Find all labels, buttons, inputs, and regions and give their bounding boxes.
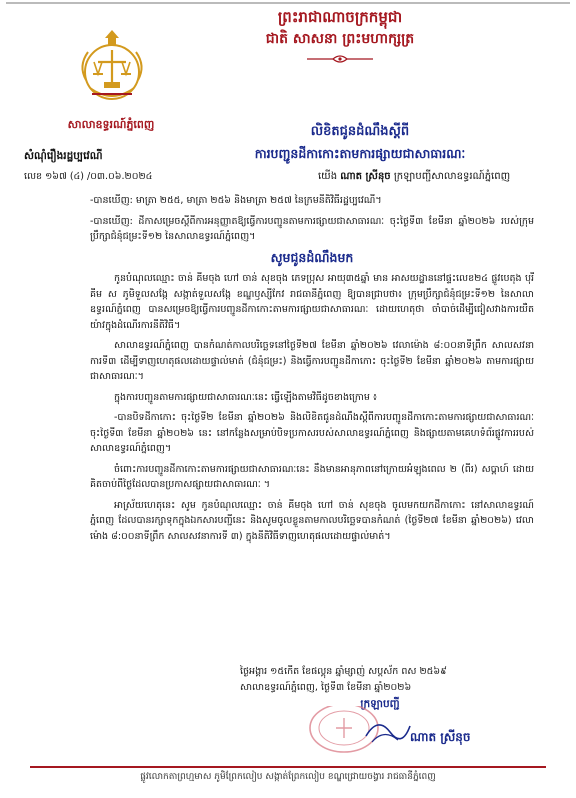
body-paragraph-5: ចំពោះការបញ្ជូនដីកាកោះតាមការផ្សាយជាសាធារណៈនេះ នឹងមានអានុភាពនៅក្រោយអំឡុងពេល ២ (ពីរ) សប្តាហ៍ ដោយគិតចាប់ពីថ្ងៃដែលបានប្រកាសផ្សាយជាសាធារណៈ ។	[90, 463, 534, 490]
document-title: លិខិតជូនដំណឹងស្តីពី	[310, 124, 410, 139]
issuer-name: ណាត ស្រីនុច	[340, 171, 391, 182]
signature-block	[240, 664, 540, 712]
page-border	[6, 2, 570, 4]
body-paragraph-4: -បានបិទដីកាកោះ ចុះថ្ងៃទី២ ខែមីនា ឆ្នាំ២០២៦ និងលិខិតជូនដំណឹងស្តីពីការបញ្ជូនដីកាកោះតាមការផ្សាយជាសាធារណៈ ចុះថ្ងៃទី៣ ខែមីនា ឆ្នាំ២០២៦ នេះ នៅកន្លែងសម្រាប់បិទប្រកាសរបស់សាលាឧទ្ធរណ៍ភ្នំពេញ និងផ្សាយតាមគេហទំព័រផ្លូវការរបស់សាលាឧទ្ធរណ៍ភ្នំពេញ។	[90, 412, 534, 454]
document-subject: ការបញ្ជូនដីកាកោះតាមការផ្សាយជាសាធារណៈ	[254, 146, 466, 161]
document-number: លេខ ១៦៧ (៤) /០៣.០៦.២០២៤	[24, 171, 153, 182]
footer-address: ផ្លូវលោកតាព្រហ្មមាស ភូមិព្រែកលៀប សង្កាត់ព្រែកលៀប ខណ្ឌជ្រោយចង្វារ រាជធានីភ្នំពេញ	[140, 772, 436, 782]
body-paragraph-6: អាស្រ័យហេតុនេះ សូម កូនបំណុលឈ្មោះ ចាន់ គីមចុង ហៅ ចាន់ សុខចុង ចូលមកយកដីកាកោះ នៅសាលាឧទ្ធរណ៍ភ្នំពេញ ដែលបានរក្សាទុកក្នុងឯកសារបញ្ជីនេះ និងសូមចូលខ្លួនតាមកាលបរិច្ឆេទបានកំណត់ (ថ្ងៃទី២៧ ខែមីនា ឆ្នាំ២០២៦) វេលាម៉ោង ៨:០០នាទីព្រឹក សាលសវនាការទី ៣) ក្នុងនីតិវិធីទាញហេតុផលដោយផ្ទាល់មាត់។	[90, 499, 534, 542]
official-seal-icon	[306, 706, 414, 756]
court-emblem-icon	[72, 28, 152, 108]
body-paragraph-3: ក្នុងការបញ្ជូនតាមការផ្សាយជាសាធារណៈនេះ ធ្វើឡើងតាមវិធីដូចខាងក្រោម ៖	[114, 391, 378, 403]
document-body	[90, 193, 534, 549]
announcement-heading: សូមជូនដំណឹងមក	[270, 249, 354, 265]
body-paragraph-1: កូនបំណុលឈ្មោះ ចាន់ គីមចុង ហៅ ចាន់ សុខចុង ភេទប្រុស អាយុ៣៥ឆ្នាំ មាន អាសយដ្ឋាននៅផ្ទះលេខ២៤ ផ្លូវបេតុង បុរី គីម ស ភូមិទួលសង្កែ សង្កាត់ទួលសង្កែ ខណ្ឌឫស្សីកែវ រាជធានីភ្នំពេញ ឱ្យបានជ្រាបថា៖ ក្រុមប្រឹក្សាជំនុំជម្រះទី១២ នៃសាលាឧទ្ធរណ៍ភ្នំពេញ បានសម្រេចឱ្យធ្វើការបញ្ជូនដីកាកោះតាមការផ្សាយជាសាធារណៈ ដោយហេតុថា ចាំបាច់ដើម្បីជៀសវាងការយឺតយ៉ាវក្នុងដំណើរការនីតិវិធី។	[90, 273, 534, 331]
court-name: សាលាឧទ្ធរណ៍ភ្នំពេញ	[67, 118, 155, 131]
kingdom-name: ព្រះរាជាណាចក្រកម្ពុជា	[277, 8, 403, 26]
ornament-divider-icon	[305, 54, 375, 64]
lunar-date: ថ្ងៃអង្គារ ១៥កើត ខែផល្គុន ឆ្នាំម្សាញ់ សប្តស័ក ពស ២៥៦៩	[240, 666, 447, 677]
place-date: សាលាឧទ្ធរណ៍ភ្នំពេញ, ថ្ងៃទី៣ ខែមីនា ឆ្នាំ២០២៦	[240, 682, 412, 693]
case-type: សំណុំរឿងរដ្ឋប្បវេណី	[24, 150, 103, 162]
kingdom-header	[250, 6, 430, 64]
seen-clause-1: -បានឃើញ: មាត្រា ២៥៥, មាត្រា ២៥៦ និងមាត្រា ២៥៧ នៃក្រមនីតិវិធីរដ្ឋប្បវេណី។	[90, 195, 382, 206]
issuer-line	[318, 169, 510, 184]
body-paragraph-2: សាលាឧទ្ធរណ៍ភ្នំពេញ បានកំណត់កាលបរិច្ឆេទនៅថ្ងៃទី២៧ ខែមីនា ឆ្នាំ២០២៦ វេលាម៉ោង ៨:០០នាទីព្រឹក សាលសវនាការទី៣ ដើម្បីទាញហេតុផលដោយផ្ទាល់មាត់ (ជំនុំជម្រះ) និងធ្វើការបញ្ជូនដីកាកោះ ចុះថ្ងៃទី២ ខែមីនា ឆ្នាំ២០២៦ តាមការផ្សាយជាសាធារណៈ។	[90, 340, 534, 382]
issuer-role: ក្រឡាបញ្ជីសាលាឧទ្ធរណ៍ភ្នំពេញ	[393, 171, 511, 182]
issuer-prefix: យើង	[318, 171, 338, 182]
national-motto: ជាតិ សាសនា ព្រះមហាក្សត្រ	[265, 31, 415, 47]
footer-divider	[30, 766, 546, 768]
seen-clause-2: -បានឃើញ: ដីកាសម្រេចស្តីពីការអនុញ្ញាតឱ្យធ្វើការបញ្ជូនតាមការផ្សាយជាសាធារណៈ ចុះថ្ងៃទី៣ ខែមីនា ឆ្នាំ២០២៦ របស់ក្រុមប្រឹក្សាជំនុំជម្រះទី១២ នៃសាលាឧទ្ធរណ៍ភ្នំពេញ។	[90, 215, 534, 242]
signer-role: ក្រឡាបញ្ជី	[360, 698, 400, 710]
signer-name: ណាត ស្រីនុច	[410, 730, 471, 744]
